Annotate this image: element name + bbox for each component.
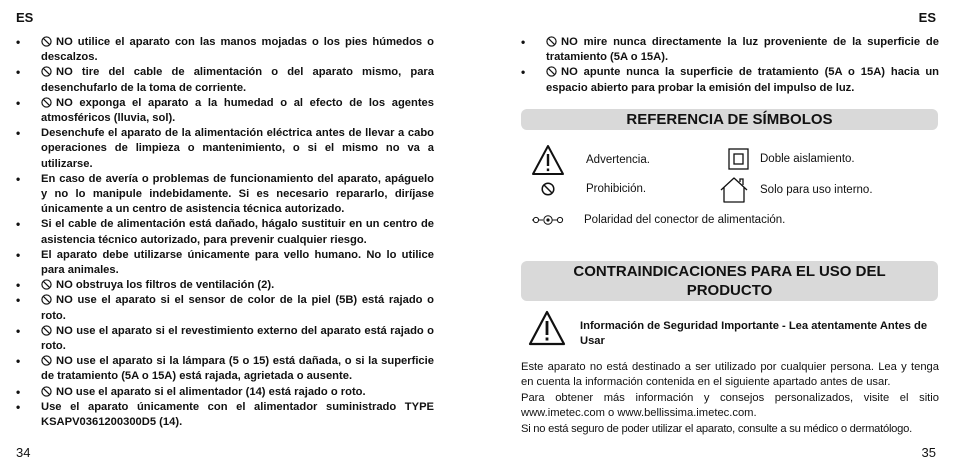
safety-bullet-item	[521, 65, 939, 95]
safety-bullet-item	[16, 278, 434, 293]
prohibition-icon	[41, 279, 52, 290]
symbols-heading-text: REFERENCIA DE SÍMBOLOS	[626, 111, 833, 128]
safety-bullet-text: NO use el aparato si la lámpara (5 o 15) está dañada, o si la superficie de tratamiento (5A o 15A) está rajada, agrietada o ausente.	[41, 355, 434, 383]
page-number-left: 34	[16, 445, 31, 460]
safety-bullet-text: NO use el aparato si el alimentador (14) está rajado o roto.	[56, 385, 366, 398]
safety-bullet-item	[16, 96, 434, 126]
contraindications-heading-line2: PRODUCTO	[686, 282, 773, 299]
safety-bullet-text: NO use el aparato si el sensor de color de la piel (5B) está rajado o roto.	[41, 294, 434, 322]
safety-bullet-item	[16, 248, 434, 278]
paragraph: Si no está seguro de poder utilizar el aparato, consulte a su médico o dermatólogo.	[521, 422, 912, 435]
safety-bullet-text: NO obstruya los filtros de ventilación (2).	[56, 279, 275, 292]
safety-bullet-item	[16, 217, 434, 247]
contraindications-heading	[521, 261, 938, 301]
safety-bullet-text: NO mire nunca directamente la luz proveniente de la superficie de tratamiento (5A o 15A).	[546, 36, 939, 64]
contraindications-body	[521, 360, 939, 437]
contraindications-heading-line1: CONTRAINDICACIONES PARA EL USO DEL	[573, 263, 886, 280]
safety-bullet-item	[16, 65, 434, 95]
safety-bullet-text: NO apunte nunca la superficie de tratamiento (5A o 15A) hacia un espacio abierto para probar la emisión del impulso de luz.	[546, 66, 939, 94]
symbol-double-insulation-label: Doble aislamiento.	[760, 153, 855, 165]
prohibition-icon	[41, 355, 52, 366]
prohibition-icon	[546, 36, 557, 47]
safety-bullet-item	[16, 35, 434, 65]
prohibition-icon	[41, 386, 52, 397]
safety-bullet-item	[16, 354, 434, 384]
safety-bullet-text: NO exponga el aparato a la humedad o al efecto de los agentes atmosféricos (lluvia, sol).	[41, 96, 434, 125]
warning-icon	[528, 310, 570, 351]
symbol-indoor-row	[714, 176, 873, 204]
right-page-column	[521, 35, 939, 96]
safety-notice-text: Información de Seguridad Importante - Lea atentamente Antes de Usar	[580, 320, 928, 348]
safety-bullet-item	[16, 126, 434, 172]
double-insulation-icon	[718, 147, 758, 171]
language-label-right: ES	[918, 10, 936, 25]
prohibition-icon	[41, 97, 52, 108]
symbol-warning-label: Advertencia.	[586, 154, 650, 166]
house-icon	[714, 176, 754, 204]
prohibition-icon	[546, 66, 557, 77]
prohibition-icon	[528, 182, 568, 196]
safety-bullet-text: NO tire del cable de alimentación o del aparato mismo, para desenchufarlo de la toma de corriente.	[41, 66, 434, 94]
safety-bullet-text: Desenchufe el aparato de la alimentación eléctrica antes de llevar a cabo operaciones de limpieza o mantenimiento, o si el mismo no va a utilizarse.	[41, 127, 434, 170]
symbol-prohibition-label: Prohibición.	[586, 183, 647, 195]
symbols-heading	[521, 109, 938, 130]
safety-bullet-item	[16, 172, 434, 218]
page-number-right: 35	[921, 445, 936, 460]
safety-bullet-text: NO utilice el aparato con las manos mojadas o los pies húmedos o descalzos.	[41, 36, 434, 64]
symbol-warning-row	[528, 144, 650, 176]
right-safety-list	[521, 35, 939, 96]
safety-bullet-item	[16, 293, 434, 323]
warning-icon	[528, 144, 568, 176]
symbol-prohibition-row	[528, 182, 646, 196]
safety-bullet-text: NO use el aparato si el revestimiento externo del aparato está rajado o roto.	[41, 324, 434, 353]
safety-bullet-item	[521, 35, 939, 65]
paragraph: Este aparato no está destinado a ser utilizado por cualquier persona. Lea y tenga en cuenta la información contenida en el siguiente apartado antes de usar.	[521, 361, 939, 389]
safety-bullet-text: Si el cable de alimentación está dañado, hágalo sustituir en un centro de asistencia técnico autorizado, para prevenir cualquier riesgo.	[41, 218, 434, 246]
safety-bullet-text: En caso de avería o problemas de funcionamiento del aparato, apáguelo y no lo manipule indebidamente. Si es necesario repararlo, diríjase únicamente a un centro de asistencia técnica autorizado.	[41, 172, 434, 216]
safety-bullet-text: Use el aparato únicamente con el alimentador suministrado TYPE KSAPV0361200300D5 (14).	[41, 400, 434, 429]
prohibition-icon	[41, 36, 52, 47]
prohibition-icon	[41, 325, 52, 336]
safety-bullet-item	[16, 400, 434, 430]
symbol-polarity-row	[528, 214, 785, 226]
prohibition-icon	[41, 294, 52, 305]
paragraph: Para obtener más información y consejos personalizados, visite el sitio www.imetec.com o www.bellissima.imetec.com.	[521, 391, 939, 420]
safety-bullet-text: El aparato debe utilizarse únicamente para vello humano. No lo utilice para animales.	[41, 248, 434, 277]
safety-bullet-item	[16, 324, 434, 354]
polarity-icon	[528, 214, 568, 226]
prohibition-icon	[41, 66, 52, 77]
symbol-indoor-label: Solo para uso interno.	[760, 184, 873, 196]
symbol-polarity-label: Polaridad del conector de alimentación.	[584, 214, 786, 226]
symbol-double-insulation-row	[718, 147, 855, 171]
left-page-column	[16, 35, 434, 430]
safety-bullet-item	[16, 385, 434, 400]
safety-notice	[528, 310, 940, 351]
left-safety-list	[16, 35, 434, 430]
language-label-left: ES	[16, 10, 34, 25]
